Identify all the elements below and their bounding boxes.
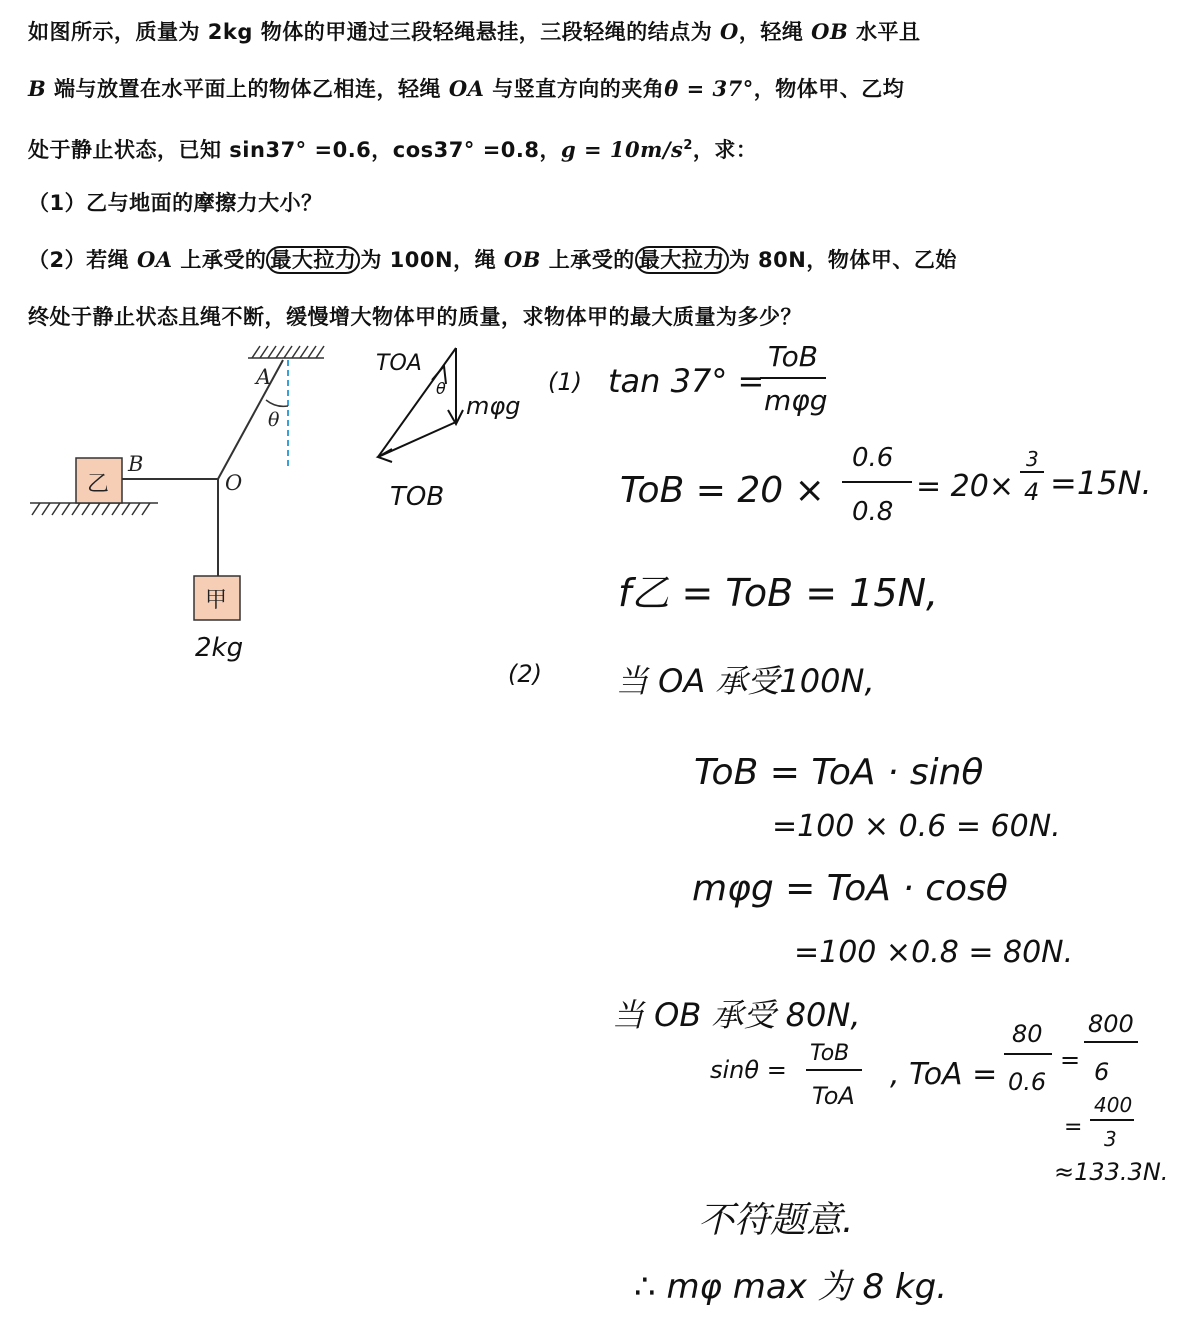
text-run: 为 100N，绳 <box>360 248 504 272</box>
note-not-valid: 不符题意. <box>698 1200 854 1241</box>
eq8-numerator-3: 800 <box>1088 1010 1134 1038</box>
mass-note: 2kg <box>195 633 244 663</box>
triangle-theta: θ <box>436 379 446 398</box>
eq8-numerator: ToB <box>810 1041 850 1066</box>
text-run: 与竖直方向的夹角 <box>484 77 665 101</box>
eq2-end: =15N. <box>1050 464 1152 502</box>
part2-label: (2) <box>508 660 542 688</box>
var-OB: OB <box>503 247 541 272</box>
var-OB: OB <box>811 19 849 44</box>
label-O: O <box>225 471 243 495</box>
circled-max-tension: 最大拉力 <box>635 246 729 274</box>
eq2-frac-den: 4 <box>1024 478 1040 506</box>
eq1-left: tan 37° = <box>608 362 765 400</box>
triangle-T-OB: TOB <box>390 482 445 512</box>
eq3: f乙 = ToB = 15N, <box>618 571 939 615</box>
eq6: mφg = ToA · cosθ <box>692 868 1008 909</box>
eq5: =100 × 0.6 = 60N. <box>772 809 1061 844</box>
triangle-mg: mφg <box>466 392 521 420</box>
var-OA: OA <box>448 76 485 101</box>
eq4: ToB = ToA · sinθ <box>694 752 984 793</box>
conclusion: ∴ mφ max 为 8 kg. <box>634 1267 948 1307</box>
eq2-left: ToB = 20 × <box>620 470 825 511</box>
question-2-cont: 终处于静止状态且绳不断，缓慢增大物体甲的质量，求物体甲的最大质量为多少？ <box>28 305 802 329</box>
text-run: 水平且 <box>848 20 921 44</box>
var-B: B <box>28 76 47 101</box>
circled-max-tension: 最大拉力 <box>266 246 360 274</box>
text-run: 为 80N，物体甲、乙始 <box>728 248 957 272</box>
text-run: ，物体甲、乙均 <box>753 77 905 101</box>
label-A: A <box>256 365 272 389</box>
text-run: 如图所示，质量为 2kg 物体的甲通过三段轻绳悬挂，三段轻绳的结点为 <box>28 20 721 44</box>
eq10: ≈133.3N. <box>1054 1158 1169 1186</box>
block-yi-label: 乙 <box>87 472 110 497</box>
eq2-numerator: 0.6 <box>852 443 894 473</box>
question-1: （1）乙与地面的摩擦力大小？ <box>28 191 323 215</box>
eq2-denominator: 0.8 <box>852 497 894 527</box>
eq8-denominator-3: 6 <box>1094 1058 1110 1086</box>
text-run: （2）若绳 <box>28 248 137 272</box>
superscript: 2 <box>683 138 693 153</box>
eq7: =100 ×0.8 = 80N. <box>794 935 1074 970</box>
ground <box>30 503 158 515</box>
text-run: 上承受的 <box>540 248 635 272</box>
var-O: O <box>720 19 739 44</box>
theta-equation: θ = 37° <box>664 76 754 101</box>
text-run: 处于静止状态，已知 sin37° =0.6，cos37° =0.8， <box>28 138 561 162</box>
eq9-denominator: 3 <box>1104 1127 1117 1151</box>
eq8-denominator: ToA <box>812 1082 855 1110</box>
case1: 当 OA 承受100N, <box>616 662 875 700</box>
eq8-denominator-2: 0.6 <box>1008 1068 1047 1096</box>
eq2-mid: = 20× <box>916 469 1014 504</box>
eq8-numerator-2: 80 <box>1012 1020 1043 1048</box>
eq9-equals: = <box>1064 1115 1083 1140</box>
eq9-numerator: 400 <box>1094 1093 1133 1117</box>
case2: 当 OB 承受 80N, <box>612 996 861 1034</box>
eq1-denominator: mφg <box>764 384 828 417</box>
part1-label: (1) <box>548 368 582 396</box>
ceiling <box>248 346 324 358</box>
label-theta: θ <box>268 409 280 431</box>
eq1-numerator: ToB <box>768 340 818 373</box>
text-run: ，轻绳 <box>738 20 812 44</box>
eq8-mid: , ToA = <box>890 1057 998 1092</box>
label-B: B <box>128 452 144 476</box>
eq8-left: sinθ = <box>710 1056 787 1084</box>
text-run: ，求： <box>692 138 758 162</box>
block-jia-label: 甲 <box>205 588 228 613</box>
theta-arc <box>266 400 288 406</box>
eq8-equals: = <box>1060 1046 1081 1074</box>
var-OA: OA <box>136 247 173 272</box>
triangle-T-OA: TOA <box>376 351 422 376</box>
g-equation: g = 10m/s <box>561 137 684 162</box>
text-run: 端与放置在水平面上的物体乙相连，轻绳 <box>46 77 449 101</box>
eq2-frac-num: 3 <box>1026 447 1039 471</box>
text-run: 上承受的 <box>172 248 267 272</box>
